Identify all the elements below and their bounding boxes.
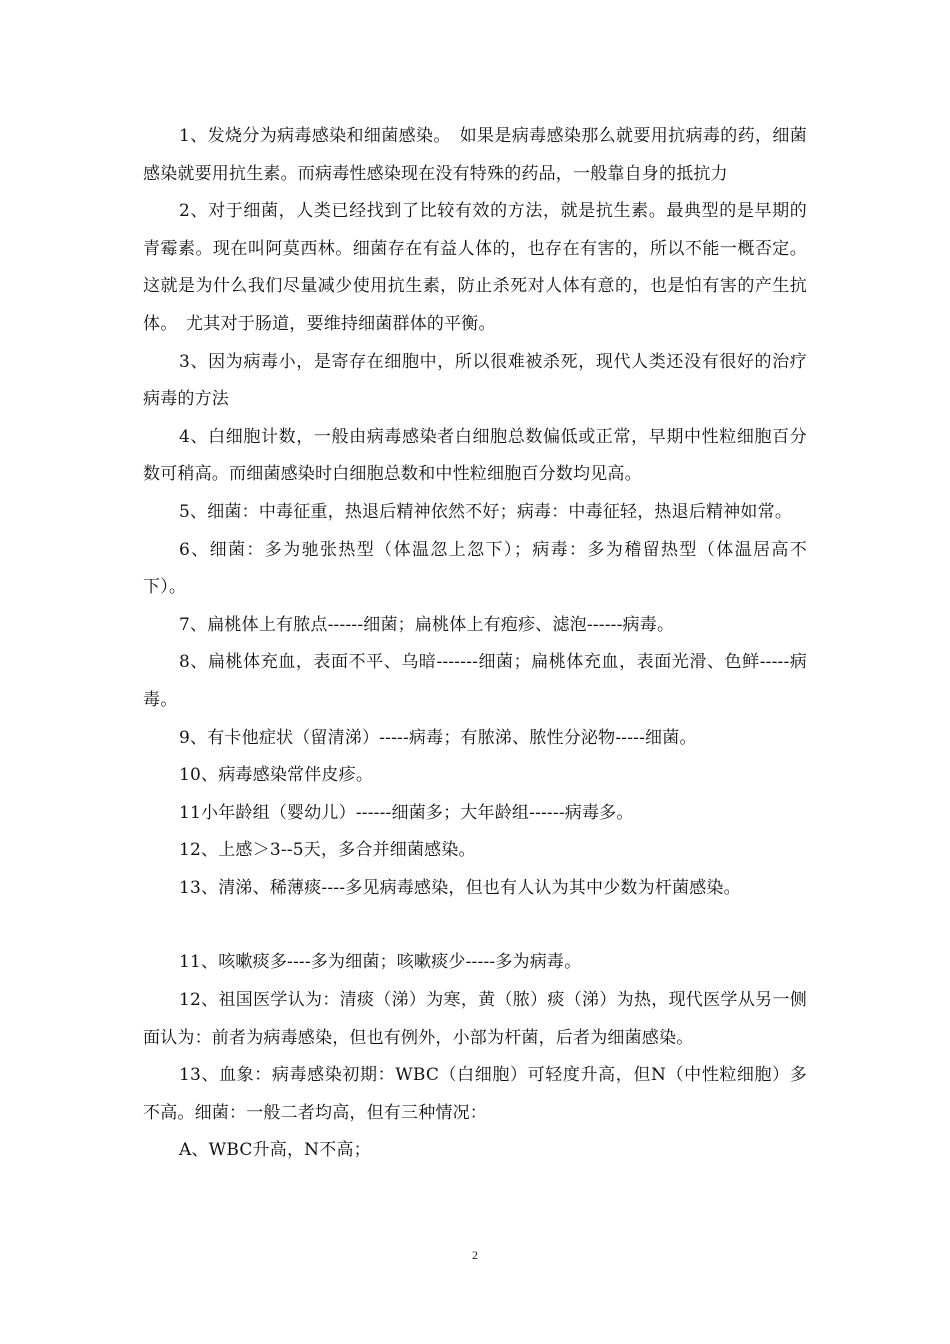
paragraph-8: 8、扁桃体充血，表面不平、乌暗-------细菌；扁桃体充血，表面光滑、色鲜-----病毒。	[143, 652, 807, 710]
paragraph-5: 5、细菌：中毒征重，热退后精神依然不好；病毒：中毒征轻，热退后精神如常。	[179, 501, 793, 522]
paragraph-14: 11、咳嗽痰多----多为细菌；咳嗽痰少-----多为病毒。	[179, 952, 582, 973]
paragraph-10: 10、病毒感染常伴皮疹。	[179, 765, 374, 786]
paragraph-2: 2、对于细菌，人类已经找到了比较有效的方法，就是抗生素。最典型的是早期的青霉素。现在叫阿莫西林。细菌存在有益人体的，也存在有害的，所以不能一概否定。这就是为什么我们尽量减少使用抗生素，防止杀死对人体有意的，也是怕有害的产生抗体。 尤其对于肠道，要维持细菌群体的平衡。	[143, 201, 807, 334]
paragraph-12: 12、上感＞3--5天，多合并细菌感染。	[179, 840, 476, 861]
paragraph-1: 1、发烧分为病毒感染和细菌感染。 如果是病毒感染那么就要用抗病毒的药，细菌感染就要用抗生素。而病毒性感染现在没有特殊的药品，一般靠自身的抵抗力	[143, 126, 807, 184]
page-number: 2	[472, 1248, 478, 1262]
document-body	[143, 118, 807, 1170]
paragraph-17: A、WBC升高，N不高；	[179, 1140, 371, 1161]
paragraph-9: 9、有卡他症状（留清涕）-----病毒；有脓涕、脓性分泌物-----细菌。	[179, 727, 697, 748]
paragraph-16: 13、血象：病毒感染初期：WBC（白细胞）可轻度升高，但N（中性粒细胞）多不高。细菌：一般二者均高，但有三种情况：	[143, 1065, 807, 1123]
paragraph-4: 4、白细胞计数，一般由病毒感染者白细胞总数偏低或正常，早期中性粒细胞百分数可稍高。而细菌感染时白细胞总数和中性粒细胞百分数均见高。	[143, 426, 807, 485]
paragraph-7: 7、扁桃体上有脓点------细菌；扁桃体上有疱疹、滤泡------病毒。	[179, 614, 675, 635]
paragraph-6: 6、细菌：多为驰张热型（体温忽上忽下）；病毒：多为稽留热型（体温居高不下）。	[143, 539, 807, 598]
paragraph-13: 13、清涕、稀薄痰----多见病毒感染，但也有人认为其中少数为杆菌感染。	[179, 877, 741, 898]
paragraph-15: 12、祖国医学认为：清痰（涕）为寒，黄（脓）痰（涕）为热，现代医学从另一侧面认为：前者为病毒感染，但也有例外，小部为杆菌，后者为细菌感染。	[143, 990, 807, 1048]
paragraph-11: 11小年龄组（婴幼儿）------细菌多；大年龄组------病毒多。	[179, 802, 634, 823]
paragraph-3: 3、因为病毒小，是寄存在细胞中，所以很难被杀死，现代人类还没有很好的治疗病毒的方法	[143, 351, 807, 410]
